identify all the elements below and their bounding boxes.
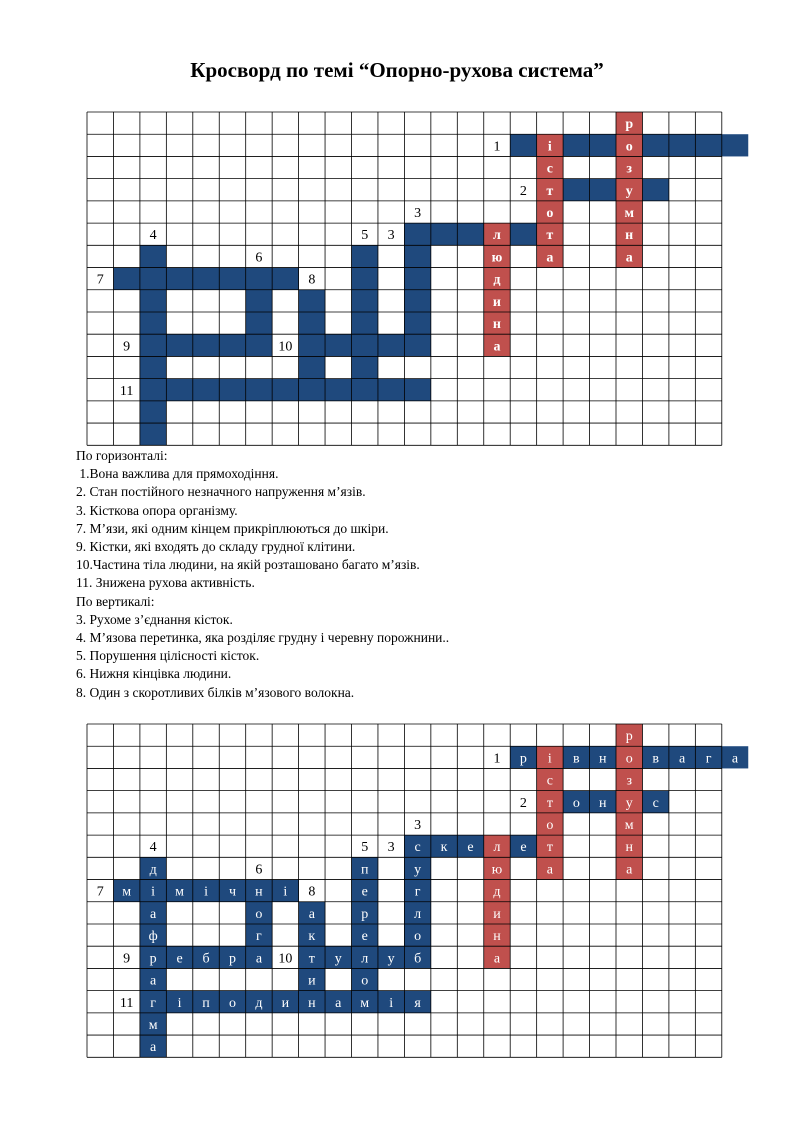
bottom-letter: м bbox=[360, 995, 370, 1011]
bottom-letter: у bbox=[334, 951, 342, 967]
top-clue-number: 8 bbox=[308, 272, 316, 288]
bottom-letter: с bbox=[652, 795, 659, 811]
clues-vertical-heading: По вертикалі: bbox=[76, 593, 155, 609]
bottom-letter: о bbox=[228, 995, 236, 1011]
bottom-letter: н bbox=[493, 929, 501, 945]
bottom-clue-number: 11 bbox=[119, 995, 134, 1011]
top-keyword-letter: а bbox=[493, 339, 501, 355]
top-keyword-letter: л bbox=[493, 228, 501, 244]
top-keyword-letter: с bbox=[546, 161, 553, 177]
bottom-letter: а bbox=[150, 973, 157, 989]
top-clue-number: 7 bbox=[96, 272, 104, 288]
bottom-clue-number: 7 bbox=[96, 884, 104, 900]
bottom-letter: і bbox=[389, 995, 394, 1011]
bottom-letter: г bbox=[414, 884, 421, 900]
bottom-letter: т bbox=[546, 795, 553, 811]
clue-v8: 8. Один з скоротливих білків м’язового волокна. bbox=[76, 684, 355, 700]
top-clue-number: 11 bbox=[119, 383, 134, 399]
top-keyword-letter: о bbox=[625, 139, 633, 155]
bottom-letter: и bbox=[493, 906, 501, 922]
bottom-letter: н bbox=[255, 884, 263, 900]
top-keyword-letter: і bbox=[547, 139, 552, 155]
clues-horizontal-heading: По горизонталі: bbox=[76, 448, 168, 463]
bottom-clue-number: 3 bbox=[387, 840, 395, 856]
bottom-letter: о bbox=[255, 906, 263, 922]
top-keyword-letter: и bbox=[492, 294, 502, 310]
bottom-letter: а bbox=[731, 751, 739, 767]
bottom-letter: о bbox=[572, 795, 580, 811]
bottom-clue-number: 6 bbox=[255, 862, 263, 878]
bottom-letter: л bbox=[493, 840, 501, 856]
bottom-letter: п bbox=[202, 995, 210, 1011]
top-keyword-letter: а bbox=[546, 250, 554, 266]
bottom-letter: в bbox=[573, 751, 580, 767]
bottom-letter: ю bbox=[491, 862, 503, 878]
top-clue-number: 4 bbox=[149, 228, 157, 244]
top-clue-number: 5 bbox=[361, 228, 369, 244]
bottom-letter: е bbox=[361, 884, 368, 900]
clue-v3: 3. Рухоме з’єднання кісток. bbox=[76, 611, 233, 627]
bottom-letter: м bbox=[122, 884, 132, 900]
page-title: Кросворд по темі “Опорно-рухова система” bbox=[190, 58, 604, 82]
bottom-letter: з bbox=[626, 773, 632, 789]
bottom-letter: л bbox=[414, 906, 422, 922]
top-clue-number: 2 bbox=[519, 183, 527, 199]
top-clue-number: 10 bbox=[278, 339, 293, 355]
bottom-letter: у bbox=[414, 862, 422, 878]
bottom-letter: и bbox=[281, 995, 290, 1011]
clue-h1: 1.Вона важлива для прямоходіння. bbox=[76, 466, 279, 482]
bottom-letter: г bbox=[705, 751, 712, 767]
bottom-letter: н bbox=[599, 795, 607, 811]
bottom-letter: а bbox=[493, 951, 501, 967]
clue-h9: 9. Кістки, які входять до складу грудної клітини. bbox=[76, 539, 356, 555]
bottom-letter: т bbox=[308, 951, 315, 967]
bottom-letter: і bbox=[151, 884, 156, 900]
bottom-letter: а bbox=[335, 995, 342, 1011]
top-keyword-letter: т bbox=[546, 183, 554, 199]
bottom-letter: е bbox=[467, 840, 474, 856]
bottom-letter: а bbox=[150, 906, 157, 922]
clue-h2: 2. Стан постійного незначного напруження м’язів. bbox=[76, 484, 366, 500]
bottom-letter: д bbox=[255, 995, 263, 1011]
bottom-letter: т bbox=[546, 840, 553, 856]
bottom-letter: о bbox=[414, 929, 422, 945]
bottom-letter: р bbox=[149, 951, 157, 967]
bottom-letter: м bbox=[175, 884, 185, 900]
top-keyword-letter: у bbox=[625, 183, 633, 199]
top-keyword-letter: з bbox=[626, 161, 633, 177]
top-keyword-letter: ю bbox=[491, 250, 503, 266]
bottom-letter: р bbox=[361, 906, 369, 922]
top-keyword-letter: н bbox=[492, 317, 502, 333]
bottom-letter: р bbox=[519, 751, 527, 767]
top-clue-number: 1 bbox=[493, 139, 501, 155]
bottom-letter: б bbox=[414, 951, 422, 967]
bottom-letter: і bbox=[204, 884, 208, 900]
clue-v6: 6. Нижня кінцівка людини. bbox=[76, 666, 232, 682]
bottom-clue-number: 10 bbox=[278, 951, 293, 967]
bottom-letter: р bbox=[625, 729, 633, 745]
bottom-clue-number: 2 bbox=[519, 795, 527, 811]
bottom-clue-number: 5 bbox=[361, 840, 369, 856]
bottom-letter: о bbox=[361, 973, 369, 989]
bottom-letter: о bbox=[546, 817, 554, 833]
top-clue-number: 9 bbox=[123, 339, 131, 355]
bottom-letter: у bbox=[387, 951, 395, 967]
bottom-letter: у bbox=[625, 795, 633, 811]
bottom-letter: м bbox=[624, 817, 634, 833]
bottom-letter: ф bbox=[148, 929, 158, 945]
top-keyword-letter: а bbox=[625, 250, 633, 266]
bottom-letter: с bbox=[414, 840, 421, 856]
bottom-letter: б bbox=[202, 951, 210, 967]
bottom-letter: г bbox=[150, 995, 156, 1011]
bottom-letter: а bbox=[626, 862, 633, 878]
bottom-letter: д bbox=[493, 884, 501, 900]
clue-h7: 7. М’язи, які одним кінцем прикріплюються до шкіри. bbox=[76, 520, 389, 536]
bottom-letter: к bbox=[440, 840, 448, 856]
bottom-letter: і bbox=[177, 995, 182, 1011]
bottom-letter: с bbox=[546, 773, 553, 789]
top-clue-number: 3 bbox=[414, 205, 422, 221]
clue-h10: 10.Частина тіла людини, на якій розташовано багато м’язів. bbox=[76, 557, 420, 573]
bottom-clue-number: 9 bbox=[123, 951, 131, 967]
top-keyword-letter: о bbox=[546, 205, 554, 221]
bottom-letter: і bbox=[547, 751, 552, 767]
bottom-clue-number: 3 bbox=[414, 817, 422, 833]
bottom-letter: а bbox=[255, 951, 263, 967]
bottom-letter: ч bbox=[228, 884, 236, 900]
top-keyword-letter: м bbox=[624, 205, 634, 221]
bottom-letter: а bbox=[546, 862, 553, 878]
bottom-letter: к bbox=[308, 929, 316, 945]
bottom-letter: м bbox=[148, 1017, 158, 1033]
bottom-letter: д bbox=[149, 862, 157, 878]
bottom-letter: а bbox=[308, 906, 315, 922]
bottom-letter: е bbox=[176, 951, 183, 967]
top-clue-number: 6 bbox=[255, 250, 263, 266]
bottom-letter: р bbox=[228, 951, 236, 967]
top-keyword-letter: р bbox=[625, 117, 634, 133]
clue-v4: 4. М’язова перетинка, яка розділяє грудну і черевну порожнини.. bbox=[76, 630, 450, 646]
clue-v5: 5. Порушення цілісності кісток. bbox=[76, 648, 260, 664]
bottom-letter: л bbox=[361, 951, 369, 967]
bottom-letter: я bbox=[414, 995, 421, 1011]
bottom-letter: а bbox=[679, 751, 686, 767]
clue-h3: 3. Кісткова опора організму. bbox=[76, 502, 238, 518]
bottom-letter: н bbox=[308, 995, 316, 1011]
bottom-letter: и bbox=[308, 973, 316, 989]
bottom-letter: г bbox=[256, 929, 262, 945]
bottom-letter: а bbox=[150, 1040, 157, 1056]
bottom-letter: н bbox=[625, 840, 633, 856]
bottom-letter: п bbox=[360, 862, 369, 878]
top-keyword-letter: д bbox=[493, 272, 501, 288]
top-keyword-letter: н bbox=[625, 228, 634, 244]
bottom-letter: і bbox=[283, 884, 288, 900]
clue-h11: 11. Знижена рухова активність. bbox=[76, 575, 255, 591]
bottom-letter: е bbox=[520, 840, 527, 856]
top-clue-number: 3 bbox=[387, 228, 395, 244]
bottom-clue-number: 1 bbox=[493, 751, 501, 767]
bottom-letter: е bbox=[361, 929, 368, 945]
bottom-letter: н bbox=[599, 751, 607, 767]
bottom-letter: о bbox=[625, 751, 633, 767]
bottom-letter: в bbox=[652, 751, 659, 767]
top-keyword-letter: т bbox=[546, 228, 554, 244]
bottom-clue-number: 8 bbox=[308, 884, 316, 900]
bottom-clue-number: 4 bbox=[149, 840, 157, 856]
